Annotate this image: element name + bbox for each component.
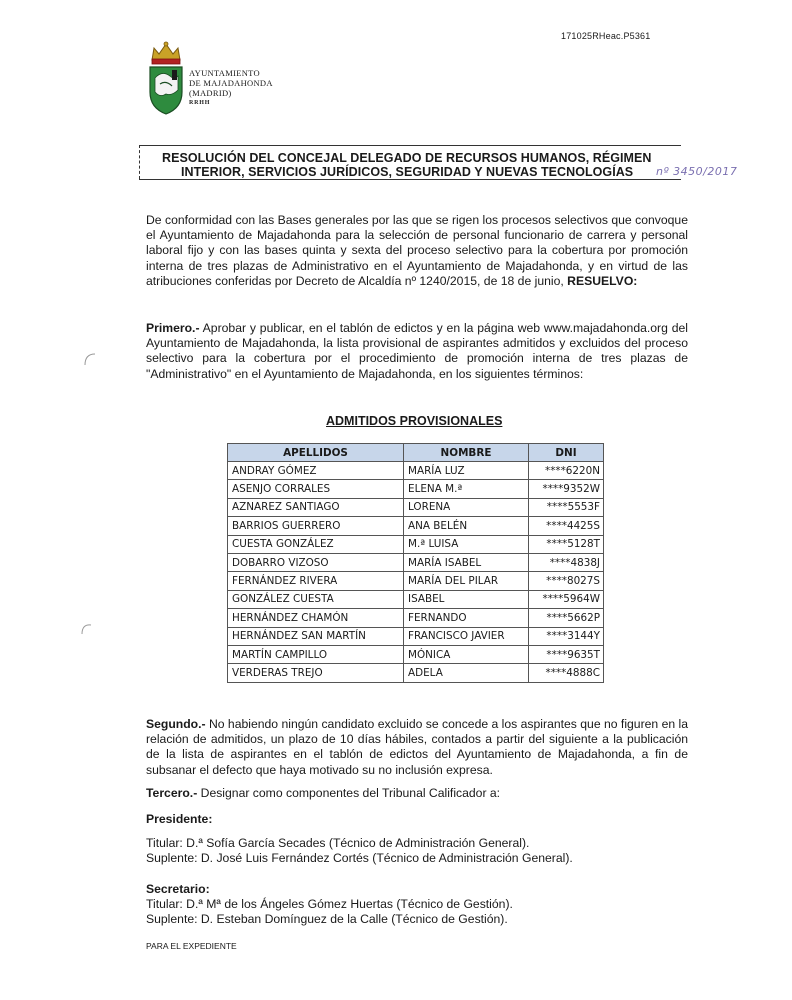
table-row: [228, 590, 604, 608]
cell-dni: ****3144Y: [529, 627, 604, 645]
table-row: [228, 517, 604, 535]
table-row: [228, 535, 604, 553]
title-top-border: [139, 145, 681, 146]
title-line-2: INTERIOR, SERVICIOS JURÍDICOS, SEGURIDAD Y NUEVAS TECNOLOGÍAS: [181, 165, 634, 179]
cell-nombre: ISABEL: [404, 590, 529, 608]
primero-text: Aprobar y publicar, en el tablón de edictos y en la página web www.majadahonda.org del Ayuntamiento de Majadahonda, la lista provisional de aspirantes admitidos y excluidos del proceso selectivo para la cobertura por el procedimiento de promoción interna de tres plazas de "Administrativo" en el Ayuntamiento de Majadahonda, en los siguientes términos:: [146, 321, 688, 381]
cell-dni: ****5128T: [529, 535, 604, 553]
cell-nombre: ADELA: [404, 664, 529, 682]
cell-apellidos: BARRIOS GUERRERO: [228, 517, 404, 535]
admitted-list-title: ADMITIDOS PROVISIONALES: [326, 414, 503, 428]
title-left-border: [139, 145, 140, 179]
segundo-text: No habiendo ningún candidato excluido se concede a los aspirantes que no figuren en la relación de admitidos, un plazo de 10 días hábiles, contados a partir del siguiente a la publicación de la lista de aspirantes en el tablón de edictos del Ayuntamiento de Majadahonda, a fin de subsanar el defecto que haya motivado su no inclusión expresa.: [146, 717, 689, 777]
resuelvo-label: RESUELVO:: [567, 273, 638, 288]
resolution-title: [139, 145, 729, 179]
tercero-text: Designar como componentes del Tribunal Calificador a:: [197, 786, 501, 800]
cell-apellidos: MARTÍN CAMPILLO: [228, 645, 404, 663]
organization-line-2: DE MAJADAHONDA: [189, 78, 273, 88]
presidente-label: Presidente:: [146, 812, 213, 826]
cell-dni: ****4425S: [529, 517, 604, 535]
organization-line-3: (MADRID): [189, 88, 232, 98]
cell-nombre: FERNANDO: [404, 609, 529, 627]
cell-nombre: LORENA: [404, 498, 529, 516]
cell-nombre: MARÍA DEL PILAR: [404, 572, 529, 590]
secretario-suplente: Suplente: D. Esteban Domínguez de la Calle (Técnico de Gestión).: [146, 912, 508, 926]
header-apellidos: APELLIDOS: [228, 444, 404, 462]
table-header-row: [228, 444, 604, 462]
segundo-paragraph: [146, 717, 688, 778]
cell-apellidos: DOBARRO VIZOSO: [228, 553, 404, 571]
table-row: [228, 664, 604, 682]
table-row: [228, 462, 604, 480]
organization-line-1: AYUNTAMIENTO: [189, 68, 260, 78]
presidente-suplente: Suplente: D. José Luis Fernández Cortés (Técnico de Administración General).: [146, 851, 573, 865]
reference-code: 171025RHeac.P5361: [561, 31, 651, 41]
table-row: [228, 645, 604, 663]
cell-nombre: MÓNICA: [404, 645, 529, 663]
table-row: [228, 480, 604, 498]
cell-apellidos: HERNÁNDEZ SAN MARTÍN: [228, 627, 404, 645]
cell-dni: ****5662P: [529, 609, 604, 627]
cell-dni: ****9352W: [529, 480, 604, 498]
cell-apellidos: ASENJO CORRALES: [228, 480, 404, 498]
cell-apellidos: CUESTA GONZÁLEZ: [228, 535, 404, 553]
cell-apellidos: GONZÁLEZ CUESTA: [228, 590, 404, 608]
table-row: [228, 572, 604, 590]
segundo-label: Segundo.-: [146, 717, 206, 731]
tercero-label: Tercero.-: [146, 786, 198, 800]
cell-nombre: MARÍA ISABEL: [404, 553, 529, 571]
cell-apellidos: ANDRAY GÓMEZ: [228, 462, 404, 480]
intro-paragraph: [146, 213, 688, 289]
cell-apellidos: AZNAREZ SANTIAGO: [228, 498, 404, 516]
header-nombre: NOMBRE: [404, 444, 529, 462]
cell-nombre: FRANCISCO JAVIER: [404, 627, 529, 645]
cell-dni: ****5553F: [529, 498, 604, 516]
cell-dni: ****4838J: [529, 553, 604, 571]
secretario-label: Secretario:: [146, 882, 210, 896]
punch-hole-mark: [79, 620, 95, 636]
header-dni: DNI: [529, 444, 604, 462]
cell-nombre: MARÍA LUZ: [404, 462, 529, 480]
intro-text: De conformidad con las Bases generales por las que se rigen los procesos selectivos que convoque el Ayuntamiento de Majadahonda para la selección de personal funcionario de carrera y personal laboral fijo y con las bases quinta y sexta del proceso selectivo para la cobertura por promoción interna de tres plazas de Administrativo en el Ayuntamiento de Majadahonda, y en virtud de las atribuciones conferidas por Decreto de Alcaldía nº 1240/2015, de 18 de junio,: [146, 213, 688, 288]
primero-paragraph: [146, 321, 688, 382]
admitted-table: [227, 443, 604, 683]
table-row: [228, 609, 604, 627]
punch-hole-mark: [82, 351, 98, 367]
primero-label: Primero.-: [146, 321, 200, 335]
cell-nombre: ANA BELÉN: [404, 517, 529, 535]
table-row: [228, 498, 604, 516]
title-line-1: RESOLUCIÓN DEL CONCEJAL DELEGADO DE RECURSOS HUMANOS, RÉGIMEN: [162, 151, 652, 165]
cell-dni: ****5964W: [529, 590, 604, 608]
cell-apellidos: HERNÁNDEZ CHAMÓN: [228, 609, 404, 627]
cell-apellidos: FERNÁNDEZ RIVERA: [228, 572, 404, 590]
organization-department: RRHH: [189, 100, 211, 106]
footer-note: PARA EL EXPEDIENTE: [146, 941, 237, 951]
cell-dni: ****9635T: [529, 645, 604, 663]
title-bottom-border: [139, 179, 681, 180]
table-row: [228, 553, 604, 571]
presidente-titular: Titular: D.ª Sofía García Secades (Técnico de Administración General).: [146, 836, 530, 850]
cell-nombre: ELENA M.ª: [404, 480, 529, 498]
table-row: [228, 627, 604, 645]
cell-dni: ****6220N: [529, 462, 604, 480]
organization-name: [189, 68, 273, 108]
cell-nombre: M.ª LUISA: [404, 535, 529, 553]
coat-of-arms-icon: [146, 40, 186, 116]
secretario-titular: Titular: D.ª Mª de los Ángeles Gómez Huertas (Técnico de Gestión).: [146, 897, 513, 911]
cell-dni: ****8027S: [529, 572, 604, 590]
tercero-paragraph: [146, 786, 688, 801]
cell-dni: ****4888C: [529, 664, 604, 682]
handwritten-number: nº 3450/2017: [656, 165, 738, 178]
cell-apellidos: VERDERAS TREJO: [228, 664, 404, 682]
